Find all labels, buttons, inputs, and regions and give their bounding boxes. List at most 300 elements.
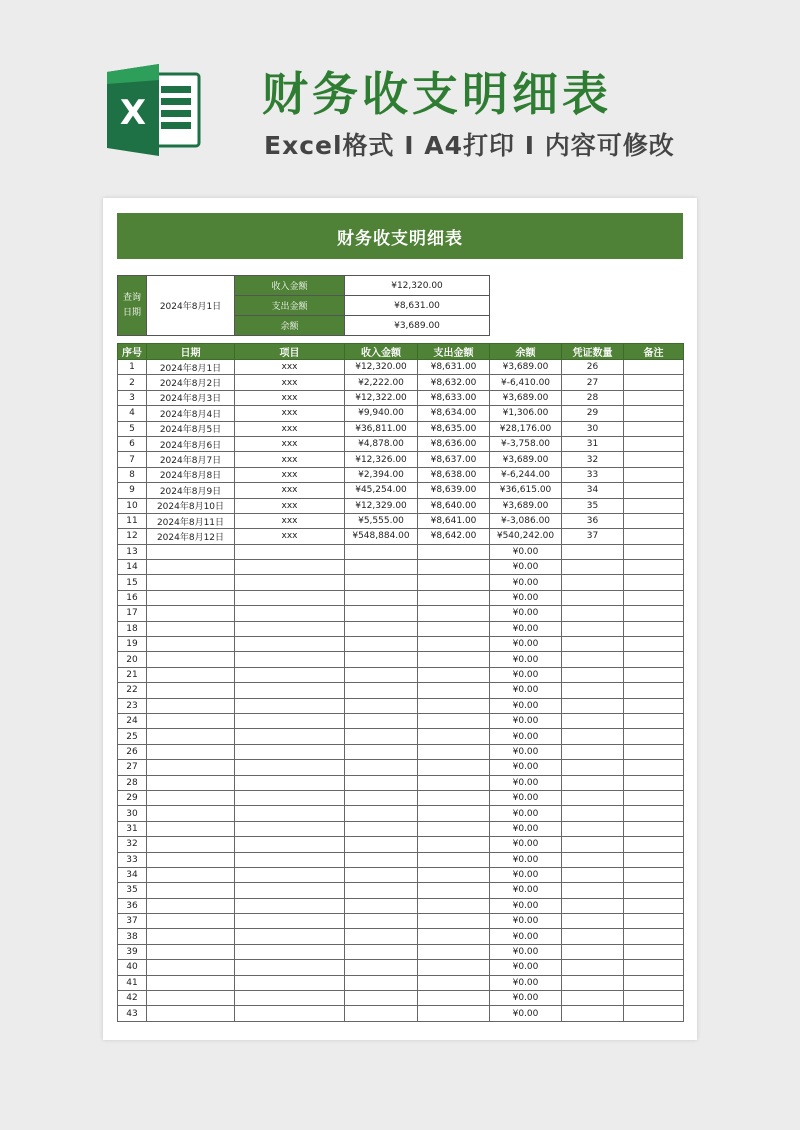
cell-balance[interactable]: ¥0.00: [490, 729, 562, 744]
cell-remark[interactable]: [624, 452, 684, 467]
cell-expense[interactable]: ¥8,637.00: [418, 452, 490, 467]
cell-date[interactable]: [147, 975, 235, 990]
cell-income[interactable]: ¥12,322.00: [345, 390, 418, 405]
cell-income[interactable]: [345, 698, 418, 713]
cell-remark[interactable]: [624, 360, 684, 375]
cell-remark[interactable]: [624, 760, 684, 775]
cell-expense[interactable]: [418, 867, 490, 882]
cell-balance[interactable]: ¥0.00: [490, 991, 562, 1006]
cell-date[interactable]: [147, 713, 235, 728]
cell-item[interactable]: [235, 744, 345, 759]
cell-date[interactable]: [147, 606, 235, 621]
cell-voucher-count[interactable]: 30: [562, 421, 624, 436]
cell-voucher-count[interactable]: [562, 867, 624, 882]
cell-date[interactable]: 2024年8月5日: [147, 421, 235, 436]
cell-expense[interactable]: ¥8,642.00: [418, 529, 490, 544]
cell-income[interactable]: [345, 821, 418, 836]
cell-balance[interactable]: ¥0.00: [490, 837, 562, 852]
cell-expense[interactable]: [418, 991, 490, 1006]
cell-balance[interactable]: ¥0.00: [490, 898, 562, 913]
cell-date[interactable]: [147, 852, 235, 867]
cell-voucher-count[interactable]: [562, 914, 624, 929]
cell-income[interactable]: ¥2,222.00: [345, 375, 418, 390]
cell-expense[interactable]: [418, 606, 490, 621]
cell-date[interactable]: [147, 775, 235, 790]
cell-expense[interactable]: ¥8,633.00: [418, 390, 490, 405]
cell-expense[interactable]: [418, 944, 490, 959]
cell-income[interactable]: [345, 867, 418, 882]
cell-income[interactable]: ¥5,555.00: [345, 513, 418, 528]
cell-expense[interactable]: [418, 975, 490, 990]
cell-remark[interactable]: [624, 560, 684, 575]
cell-remark[interactable]: [624, 852, 684, 867]
cell-expense[interactable]: ¥8,636.00: [418, 436, 490, 451]
cell-voucher-count[interactable]: 33: [562, 467, 624, 482]
cell-voucher-count[interactable]: [562, 991, 624, 1006]
cell-item[interactable]: [235, 821, 345, 836]
cell-date[interactable]: [147, 575, 235, 590]
cell-expense[interactable]: ¥8,638.00: [418, 467, 490, 482]
cell-item[interactable]: [235, 867, 345, 882]
cell-voucher-count[interactable]: [562, 975, 624, 990]
cell-balance[interactable]: ¥-3,758.00: [490, 436, 562, 451]
cell-expense[interactable]: [418, 667, 490, 682]
cell-voucher-count[interactable]: 26: [562, 360, 624, 375]
cell-income[interactable]: [345, 652, 418, 667]
cell-item[interactable]: [235, 683, 345, 698]
cell-date[interactable]: [147, 837, 235, 852]
cell-date[interactable]: [147, 944, 235, 959]
cell-income[interactable]: [345, 637, 418, 652]
cell-date[interactable]: [147, 729, 235, 744]
cell-date[interactable]: 2024年8月6日: [147, 436, 235, 451]
cell-voucher-count[interactable]: [562, 729, 624, 744]
cell-remark[interactable]: [624, 652, 684, 667]
cell-item[interactable]: xxx: [235, 390, 345, 405]
cell-expense[interactable]: [418, 560, 490, 575]
cell-balance[interactable]: ¥0.00: [490, 867, 562, 882]
cell-voucher-count[interactable]: 29: [562, 406, 624, 421]
cell-remark[interactable]: [624, 390, 684, 405]
cell-item[interactable]: [235, 790, 345, 805]
cell-expense[interactable]: [418, 544, 490, 559]
cell-balance[interactable]: ¥-6,410.00: [490, 375, 562, 390]
cell-voucher-count[interactable]: [562, 775, 624, 790]
cell-voucher-count[interactable]: [562, 960, 624, 975]
cell-expense[interactable]: [418, 898, 490, 913]
cell-voucher-count[interactable]: [562, 560, 624, 575]
cell-voucher-count[interactable]: [562, 606, 624, 621]
cell-voucher-count[interactable]: [562, 667, 624, 682]
cell-item[interactable]: [235, 775, 345, 790]
cell-income[interactable]: [345, 837, 418, 852]
cell-remark[interactable]: [624, 914, 684, 929]
cell-balance[interactable]: ¥3,689.00: [490, 390, 562, 405]
cell-income[interactable]: [345, 929, 418, 944]
cell-voucher-count[interactable]: 36: [562, 513, 624, 528]
cell-remark[interactable]: [624, 1006, 684, 1021]
cell-balance[interactable]: ¥-3,086.00: [490, 513, 562, 528]
cell-expense[interactable]: [418, 883, 490, 898]
cell-date[interactable]: [147, 698, 235, 713]
cell-date[interactable]: [147, 821, 235, 836]
cell-expense[interactable]: [418, 821, 490, 836]
cell-date[interactable]: [147, 790, 235, 805]
cell-balance[interactable]: ¥0.00: [490, 560, 562, 575]
cell-date[interactable]: 2024年8月1日: [147, 360, 235, 375]
cell-balance[interactable]: ¥3,689.00: [490, 452, 562, 467]
cell-voucher-count[interactable]: [562, 837, 624, 852]
cell-item[interactable]: xxx: [235, 406, 345, 421]
cell-remark[interactable]: [624, 713, 684, 728]
cell-voucher-count[interactable]: [562, 1006, 624, 1021]
cell-date[interactable]: [147, 929, 235, 944]
cell-remark[interactable]: [624, 898, 684, 913]
cell-remark[interactable]: [624, 698, 684, 713]
cell-date[interactable]: [147, 914, 235, 929]
cell-voucher-count[interactable]: 32: [562, 452, 624, 467]
cell-expense[interactable]: [418, 683, 490, 698]
cell-item[interactable]: xxx: [235, 421, 345, 436]
cell-income[interactable]: ¥4,878.00: [345, 436, 418, 451]
cell-voucher-count[interactable]: [562, 929, 624, 944]
cell-balance[interactable]: ¥0.00: [490, 806, 562, 821]
cell-date[interactable]: 2024年8月8日: [147, 467, 235, 482]
cell-item[interactable]: [235, 760, 345, 775]
cell-balance[interactable]: ¥0.00: [490, 667, 562, 682]
cell-item[interactable]: [235, 667, 345, 682]
cell-date[interactable]: [147, 667, 235, 682]
cell-voucher-count[interactable]: [562, 821, 624, 836]
cell-date[interactable]: 2024年8月10日: [147, 498, 235, 513]
cell-income[interactable]: [345, 852, 418, 867]
cell-item[interactable]: [235, 975, 345, 990]
cell-expense[interactable]: ¥8,631.00: [418, 360, 490, 375]
cell-date[interactable]: [147, 1006, 235, 1021]
cell-item[interactable]: [235, 652, 345, 667]
cell-expense[interactable]: [418, 652, 490, 667]
cell-remark[interactable]: [624, 929, 684, 944]
cell-date[interactable]: [147, 683, 235, 698]
cell-expense[interactable]: [418, 806, 490, 821]
cell-balance[interactable]: ¥0.00: [490, 852, 562, 867]
cell-date[interactable]: [147, 867, 235, 882]
cell-date[interactable]: [147, 590, 235, 605]
cell-expense[interactable]: [418, 914, 490, 929]
cell-item[interactable]: xxx: [235, 513, 345, 528]
cell-date[interactable]: [147, 560, 235, 575]
cell-balance[interactable]: ¥36,615.00: [490, 483, 562, 498]
cell-expense[interactable]: [418, 760, 490, 775]
cell-expense[interactable]: [418, 790, 490, 805]
cell-income[interactable]: [345, 790, 418, 805]
cell-item[interactable]: [235, 914, 345, 929]
cell-date[interactable]: [147, 652, 235, 667]
cell-date[interactable]: 2024年8月3日: [147, 390, 235, 405]
cell-balance[interactable]: ¥0.00: [490, 929, 562, 944]
cell-remark[interactable]: [624, 867, 684, 882]
cell-remark[interactable]: [624, 621, 684, 636]
cell-item[interactable]: [235, 713, 345, 728]
cell-voucher-count[interactable]: 35: [562, 498, 624, 513]
cell-voucher-count[interactable]: [562, 621, 624, 636]
cell-item[interactable]: xxx: [235, 452, 345, 467]
cell-remark[interactable]: [624, 406, 684, 421]
cell-expense[interactable]: [418, 775, 490, 790]
cell-income[interactable]: [345, 806, 418, 821]
cell-balance[interactable]: ¥0.00: [490, 944, 562, 959]
cell-voucher-count[interactable]: [562, 652, 624, 667]
cell-item[interactable]: [235, 606, 345, 621]
cell-item[interactable]: [235, 637, 345, 652]
cell-balance[interactable]: ¥0.00: [490, 590, 562, 605]
cell-item[interactable]: [235, 575, 345, 590]
cell-income[interactable]: [345, 944, 418, 959]
cell-expense[interactable]: ¥8,639.00: [418, 483, 490, 498]
cell-item[interactable]: [235, 852, 345, 867]
cell-date[interactable]: [147, 898, 235, 913]
cell-expense[interactable]: ¥8,641.00: [418, 513, 490, 528]
cell-balance[interactable]: ¥0.00: [490, 975, 562, 990]
cell-voucher-count[interactable]: [562, 637, 624, 652]
cell-voucher-count[interactable]: 27: [562, 375, 624, 390]
cell-item[interactable]: [235, 960, 345, 975]
cell-remark[interactable]: [624, 744, 684, 759]
cell-remark[interactable]: [624, 513, 684, 528]
cell-income[interactable]: ¥2,394.00: [345, 467, 418, 482]
query-date[interactable]: 2024年8月1日: [147, 276, 235, 336]
cell-remark[interactable]: [624, 667, 684, 682]
cell-income[interactable]: ¥12,326.00: [345, 452, 418, 467]
cell-income[interactable]: ¥9,940.00: [345, 406, 418, 421]
cell-income[interactable]: [345, 898, 418, 913]
cell-item[interactable]: [235, 929, 345, 944]
cell-income[interactable]: ¥12,329.00: [345, 498, 418, 513]
cell-voucher-count[interactable]: 37: [562, 529, 624, 544]
cell-expense[interactable]: ¥8,640.00: [418, 498, 490, 513]
cell-date[interactable]: [147, 883, 235, 898]
cell-item[interactable]: [235, 883, 345, 898]
cell-item[interactable]: [235, 944, 345, 959]
cell-voucher-count[interactable]: [562, 683, 624, 698]
cell-date[interactable]: 2024年8月9日: [147, 483, 235, 498]
cell-expense[interactable]: ¥8,635.00: [418, 421, 490, 436]
cell-date[interactable]: [147, 806, 235, 821]
cell-remark[interactable]: [624, 637, 684, 652]
cell-expense[interactable]: [418, 729, 490, 744]
cell-date[interactable]: [147, 760, 235, 775]
cell-income[interactable]: [345, 744, 418, 759]
cell-expense[interactable]: [418, 837, 490, 852]
cell-remark[interactable]: [624, 729, 684, 744]
cell-expense[interactable]: [418, 1006, 490, 1021]
cell-item[interactable]: [235, 1006, 345, 1021]
cell-income[interactable]: [345, 621, 418, 636]
cell-date[interactable]: [147, 544, 235, 559]
cell-remark[interactable]: [624, 883, 684, 898]
cell-item[interactable]: [235, 837, 345, 852]
cell-date[interactable]: [147, 637, 235, 652]
cell-balance[interactable]: ¥0.00: [490, 914, 562, 929]
cell-voucher-count[interactable]: [562, 544, 624, 559]
cell-voucher-count[interactable]: [562, 590, 624, 605]
cell-balance[interactable]: ¥3,689.00: [490, 360, 562, 375]
cell-voucher-count[interactable]: [562, 852, 624, 867]
cell-income[interactable]: [345, 883, 418, 898]
cell-income[interactable]: [345, 775, 418, 790]
cell-expense[interactable]: [418, 713, 490, 728]
cell-expense[interactable]: [418, 960, 490, 975]
cell-income[interactable]: ¥12,320.00: [345, 360, 418, 375]
cell-item[interactable]: xxx: [235, 360, 345, 375]
cell-remark[interactable]: [624, 790, 684, 805]
cell-remark[interactable]: [624, 991, 684, 1006]
cell-voucher-count[interactable]: [562, 713, 624, 728]
cell-income[interactable]: [345, 683, 418, 698]
cell-balance[interactable]: ¥0.00: [490, 621, 562, 636]
cell-item[interactable]: [235, 621, 345, 636]
cell-expense[interactable]: [418, 929, 490, 944]
cell-item[interactable]: xxx: [235, 498, 345, 513]
cell-item[interactable]: [235, 991, 345, 1006]
cell-balance[interactable]: ¥0.00: [490, 821, 562, 836]
cell-income[interactable]: [345, 560, 418, 575]
cell-remark[interactable]: [624, 575, 684, 590]
cell-voucher-count[interactable]: [562, 806, 624, 821]
cell-date[interactable]: [147, 960, 235, 975]
cell-income[interactable]: [345, 914, 418, 929]
cell-income[interactable]: [345, 575, 418, 590]
cell-date[interactable]: 2024年8月2日: [147, 375, 235, 390]
cell-expense[interactable]: [418, 621, 490, 636]
cell-item[interactable]: xxx: [235, 436, 345, 451]
cell-voucher-count[interactable]: 31: [562, 436, 624, 451]
cell-income[interactable]: [345, 991, 418, 1006]
cell-voucher-count[interactable]: [562, 898, 624, 913]
cell-balance[interactable]: ¥28,176.00: [490, 421, 562, 436]
cell-remark[interactable]: [624, 529, 684, 544]
cell-remark[interactable]: [624, 960, 684, 975]
cell-remark[interactable]: [624, 683, 684, 698]
cell-balance[interactable]: ¥0.00: [490, 713, 562, 728]
cell-voucher-count[interactable]: [562, 944, 624, 959]
cell-income[interactable]: [345, 713, 418, 728]
cell-balance[interactable]: ¥0.00: [490, 698, 562, 713]
cell-remark[interactable]: [624, 775, 684, 790]
cell-voucher-count[interactable]: [562, 760, 624, 775]
cell-item[interactable]: [235, 698, 345, 713]
cell-voucher-count[interactable]: [562, 883, 624, 898]
cell-remark[interactable]: [624, 806, 684, 821]
cell-remark[interactable]: [624, 590, 684, 605]
cell-voucher-count[interactable]: [562, 744, 624, 759]
cell-balance[interactable]: ¥0.00: [490, 744, 562, 759]
cell-balance[interactable]: ¥0.00: [490, 683, 562, 698]
cell-income[interactable]: [345, 544, 418, 559]
cell-date[interactable]: 2024年8月12日: [147, 529, 235, 544]
cell-item[interactable]: xxx: [235, 529, 345, 544]
cell-expense[interactable]: [418, 575, 490, 590]
cell-income[interactable]: [345, 606, 418, 621]
cell-income[interactable]: ¥36,811.00: [345, 421, 418, 436]
cell-item[interactable]: [235, 590, 345, 605]
cell-item[interactable]: xxx: [235, 467, 345, 482]
cell-balance[interactable]: ¥0.00: [490, 883, 562, 898]
cell-item[interactable]: xxx: [235, 483, 345, 498]
cell-balance[interactable]: ¥0.00: [490, 960, 562, 975]
cell-income[interactable]: [345, 590, 418, 605]
cell-remark[interactable]: [624, 375, 684, 390]
cell-balance[interactable]: ¥0.00: [490, 790, 562, 805]
cell-item[interactable]: [235, 806, 345, 821]
cell-remark[interactable]: [624, 467, 684, 482]
cell-remark[interactable]: [624, 436, 684, 451]
cell-date[interactable]: 2024年8月11日: [147, 513, 235, 528]
cell-income[interactable]: [345, 960, 418, 975]
cell-expense[interactable]: ¥8,634.00: [418, 406, 490, 421]
cell-income[interactable]: ¥45,254.00: [345, 483, 418, 498]
cell-date[interactable]: 2024年8月7日: [147, 452, 235, 467]
cell-expense[interactable]: [418, 852, 490, 867]
cell-balance[interactable]: ¥0.00: [490, 637, 562, 652]
cell-income[interactable]: [345, 1006, 418, 1021]
cell-expense[interactable]: [418, 590, 490, 605]
cell-date[interactable]: [147, 621, 235, 636]
cell-balance[interactable]: ¥1,306.00: [490, 406, 562, 421]
cell-balance[interactable]: ¥0.00: [490, 775, 562, 790]
cell-remark[interactable]: [624, 606, 684, 621]
cell-voucher-count[interactable]: 28: [562, 390, 624, 405]
cell-income[interactable]: [345, 729, 418, 744]
cell-balance[interactable]: ¥-6,244.00: [490, 467, 562, 482]
cell-voucher-count[interactable]: [562, 575, 624, 590]
cell-remark[interactable]: [624, 944, 684, 959]
cell-remark[interactable]: [624, 483, 684, 498]
cell-item[interactable]: [235, 729, 345, 744]
cell-expense[interactable]: ¥8,632.00: [418, 375, 490, 390]
cell-income[interactable]: [345, 975, 418, 990]
cell-expense[interactable]: [418, 698, 490, 713]
cell-date[interactable]: [147, 991, 235, 1006]
cell-item[interactable]: [235, 544, 345, 559]
cell-balance[interactable]: ¥0.00: [490, 606, 562, 621]
cell-balance[interactable]: ¥0.00: [490, 1006, 562, 1021]
cell-balance[interactable]: ¥0.00: [490, 652, 562, 667]
cell-income[interactable]: [345, 667, 418, 682]
cell-balance[interactable]: ¥0.00: [490, 760, 562, 775]
cell-remark[interactable]: [624, 544, 684, 559]
cell-item[interactable]: [235, 560, 345, 575]
cell-voucher-count[interactable]: 34: [562, 483, 624, 498]
cell-remark[interactable]: [624, 975, 684, 990]
cell-voucher-count[interactable]: [562, 698, 624, 713]
cell-voucher-count[interactable]: [562, 790, 624, 805]
cell-remark[interactable]: [624, 821, 684, 836]
cell-balance[interactable]: ¥0.00: [490, 575, 562, 590]
cell-balance[interactable]: ¥540,242.00: [490, 529, 562, 544]
cell-balance[interactable]: ¥3,689.00: [490, 498, 562, 513]
cell-expense[interactable]: [418, 637, 490, 652]
cell-date[interactable]: 2024年8月4日: [147, 406, 235, 421]
cell-item[interactable]: [235, 898, 345, 913]
cell-expense[interactable]: [418, 744, 490, 759]
cell-date[interactable]: [147, 744, 235, 759]
cell-remark[interactable]: [624, 421, 684, 436]
cell-remark[interactable]: [624, 837, 684, 852]
cell-income[interactable]: ¥548,884.00: [345, 529, 418, 544]
cell-item[interactable]: xxx: [235, 375, 345, 390]
cell-remark[interactable]: [624, 498, 684, 513]
